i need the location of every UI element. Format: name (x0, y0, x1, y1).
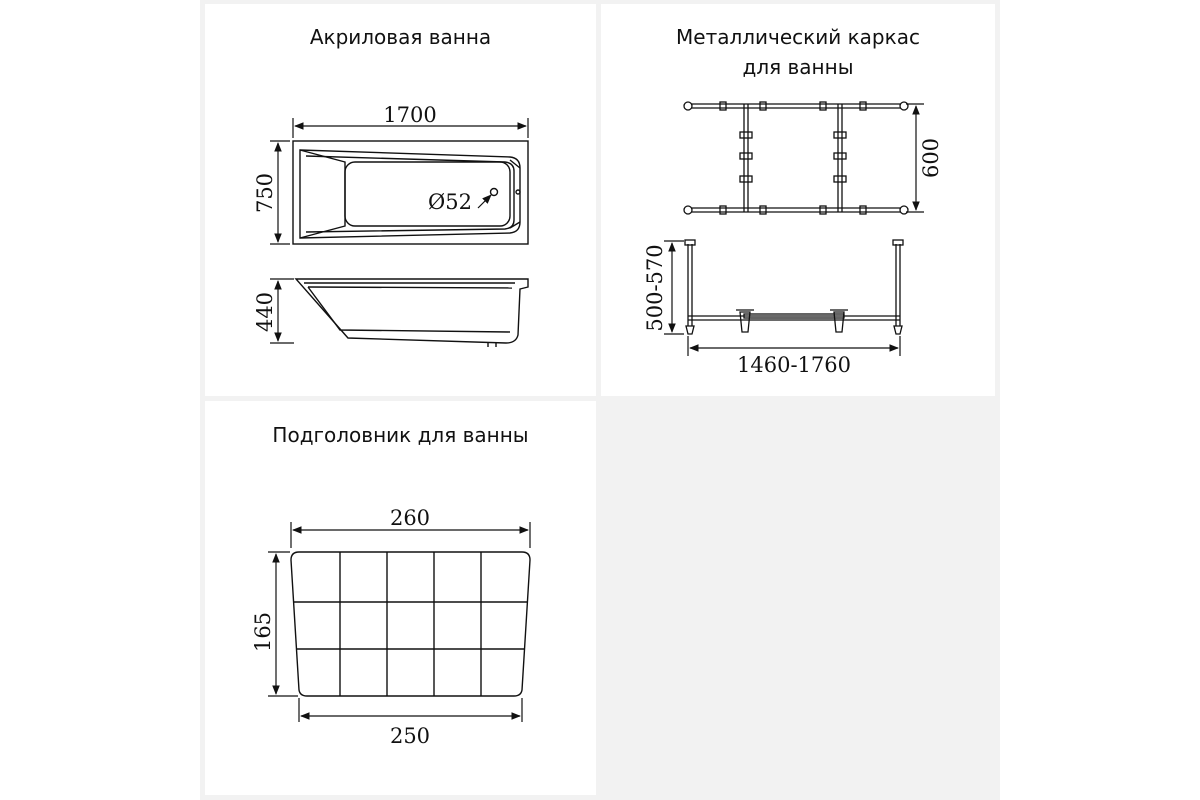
drain-leader (478, 195, 491, 208)
frame-width-label: 600 (919, 137, 943, 179)
bath-length-label: 1700 (383, 103, 437, 127)
bath-drain-dim: Ø52 (428, 190, 472, 214)
headrest-title: Подголовник для ванны (272, 423, 529, 447)
bath-side-view (296, 279, 528, 347)
frame-title-line1: Металлический каркас (676, 25, 920, 49)
headrest-bottom-label: 250 (389, 724, 431, 748)
frame-side-view (685, 240, 903, 334)
headrest-bottom-dimension (299, 698, 522, 722)
frame-title-line2: для ванны (742, 55, 854, 79)
bath-top-view (293, 141, 528, 244)
headrest-height-label: 165 (251, 611, 275, 653)
frame-top-view (684, 102, 908, 214)
bath-title: Акриловая ванна (309, 25, 492, 49)
headrest-drawing (291, 552, 530, 696)
headrest-top-label: 260 (389, 506, 431, 530)
frame-height-dimension (664, 241, 684, 334)
bath-width-label: 750 (253, 172, 277, 214)
frame-height-label: 500-570 (643, 244, 667, 332)
bath-height-label: 440 (253, 291, 277, 333)
frame-length-label: 1460-1760 (737, 353, 851, 377)
